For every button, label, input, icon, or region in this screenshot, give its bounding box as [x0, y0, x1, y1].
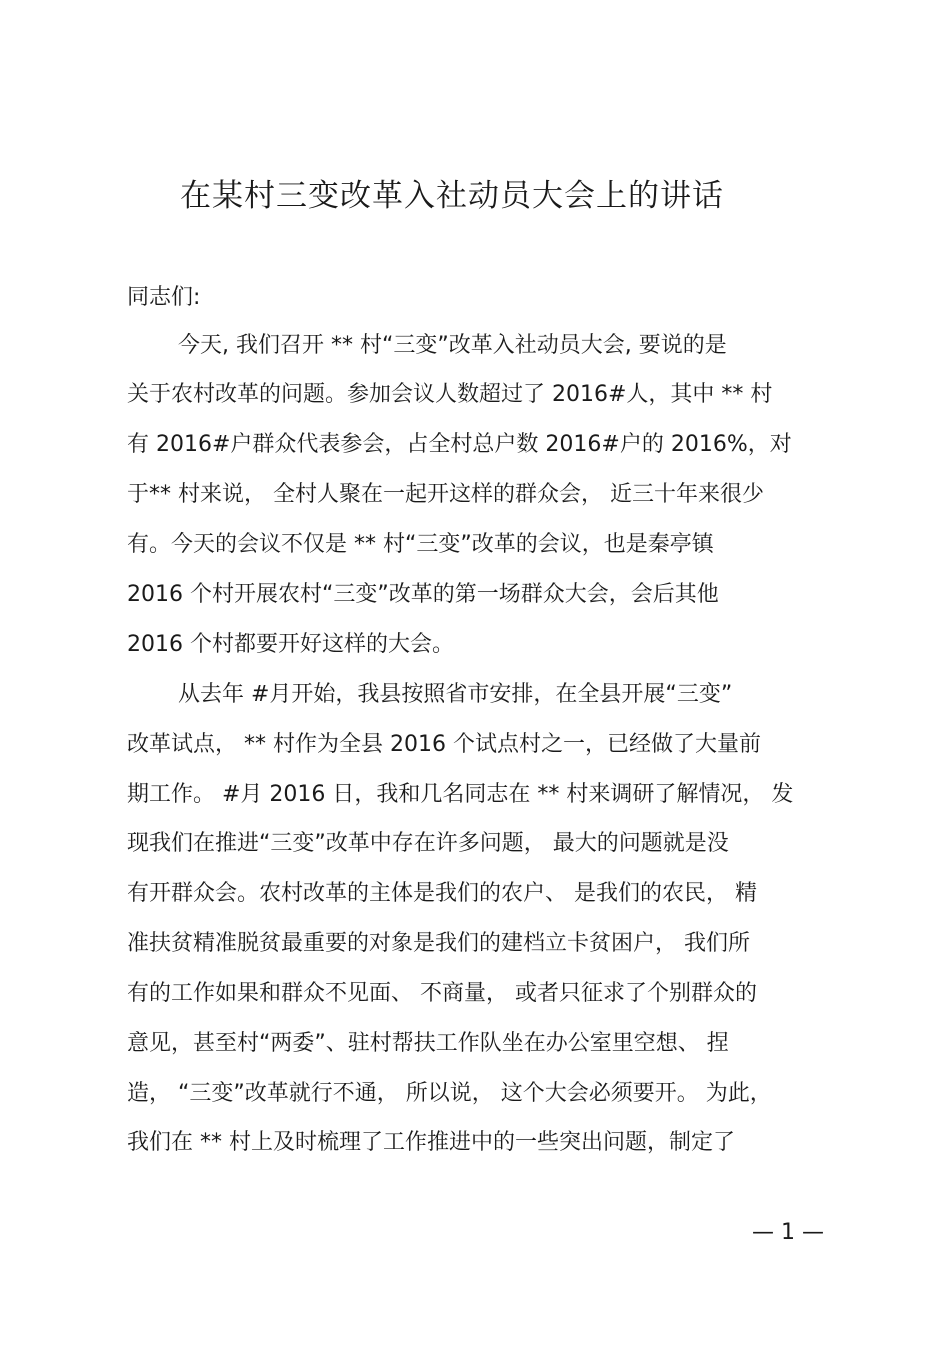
paragraph-line: 造， “三变”改革就行不通， 所以说， 这个大会必须要开。 为此， [127, 1081, 772, 1106]
document-title: 在某村三变改革入社动员大会上的讲话 [180, 178, 724, 214]
paragraph-line: 期工作。 #月 2016 日，我和几名同志在 ** 村来调研了解情况， 发 [127, 782, 794, 807]
paragraph-line: 今天, 我们召开 ** 村“三变”改革入社动员大会, 要说的是 [178, 333, 727, 358]
paragraph-line: 我们在 ** 村上及时梳理了工作推进中的一些突出问题，制定了 [127, 1130, 735, 1155]
paragraph-line: 准扶贫精准脱贫最重要的对象是我们的建档立卡贫困户， 我们所 [127, 931, 750, 956]
paragraph-line: 意见，甚至村“两委”、驻村帮扶工作队坐在办公室里空想、 捏 [127, 1031, 729, 1056]
salutation: 同志们: [127, 285, 201, 310]
paragraph-line: 现我们在推进“三变”改革中存在许多问题， 最大的问题就是没 [127, 831, 729, 856]
paragraph-line: 2016 个村都要开好这样的大会。 [127, 632, 454, 657]
paragraph-line: 有的工作如果和群众不见面、 不商量， 或者只征求了个别群众的 [127, 981, 757, 1006]
paragraph-line: 有。今天的会议不仅是 ** 村“三变”改革的会议，也是秦亭镇 [127, 532, 714, 557]
page-number: — 1 — [752, 1220, 824, 1245]
paragraph-line: 从去年 #月开始，我县按照省市安排，在全县开展“三变” [178, 682, 733, 707]
paragraph-line: 改革试点， ** 村作为全县 2016 个试点村之一，已经做了大量前 [127, 732, 761, 757]
paragraph-line: 有 2016#户群众代表参会，占全村总户数 2016#户的 2016%，对 [127, 432, 792, 457]
paragraph-line: 于** 村来说， 全村人聚在一起开这样的群众会， 近三十年来很少 [127, 482, 764, 507]
paragraph-line: 关于农村改革的问题。参加会议人数超过了 2016#人，其中 ** 村 [127, 382, 773, 407]
paragraph-line: 有开群众会。农村改革的主体是我们的农户、 是我们的农民， 精 [127, 881, 757, 906]
paragraph-line: 2016 个村开展农村“三变”改革的第一场群众大会，会后其他 [127, 582, 719, 607]
